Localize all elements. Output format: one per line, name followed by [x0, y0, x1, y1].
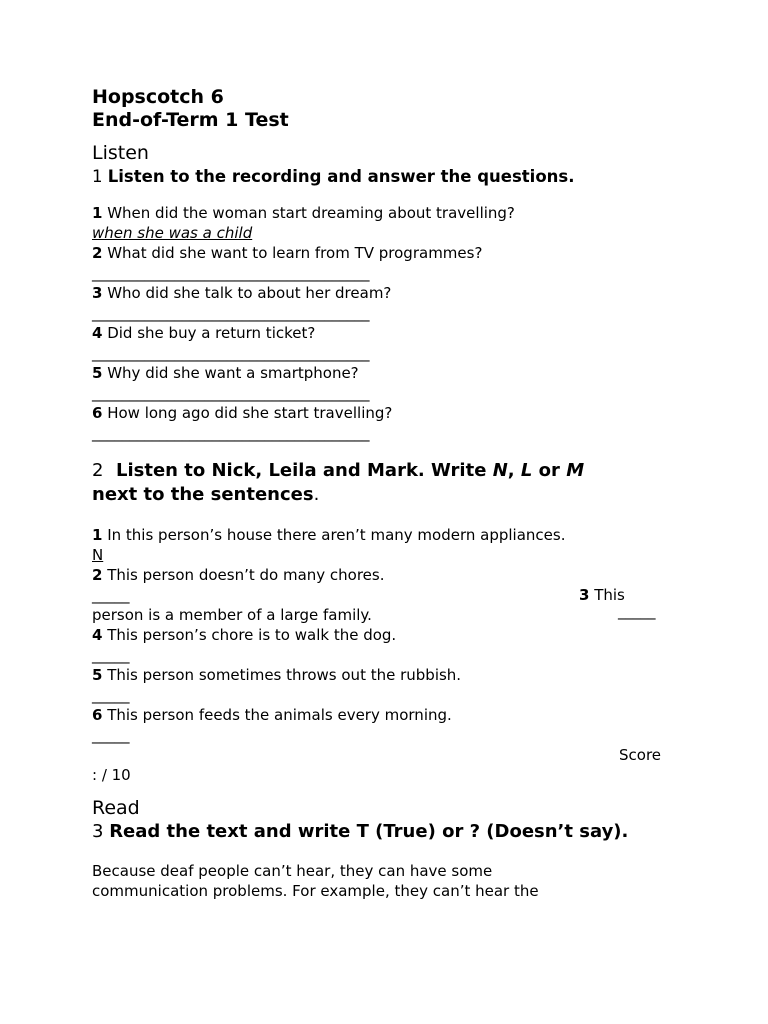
task-1-text: Listen to the recording and answer the questions. [107, 167, 575, 186]
read-heading: Read [92, 797, 140, 819]
answer-5[interactable]: _____________________________________ [92, 384, 370, 402]
score-label: Score [619, 746, 662, 764]
task-1-instruction [92, 166, 692, 188]
sentence-1: 1 In this person’s house there aren’t many modern appliances. [92, 526, 566, 544]
score-value: : / 10 [92, 766, 131, 784]
task-1-number: 1 [92, 167, 103, 186]
task-3-number: 3 [92, 821, 104, 842]
document-title [92, 86, 692, 132]
question-3: 3 Who did she talk to about her dream? [92, 284, 392, 302]
question-6: 6 How long ago did she start travelling? [92, 404, 393, 422]
sentence-5: 5 This person sometimes throws out the rubbish. [92, 666, 462, 684]
answer-6[interactable]: _____________________________________ [92, 424, 370, 442]
answer-4[interactable]: _____________________________________ [92, 344, 370, 362]
question-4: 4 Did she buy a return ticket? [92, 324, 316, 342]
sentence-4-answer[interactable]: _____ [92, 646, 130, 664]
answer-1[interactable]: when she was a child [92, 224, 253, 242]
sentence-6-answer[interactable]: _____ [92, 726, 130, 744]
title-line-2: End-of-Term 1 Test [92, 109, 289, 131]
sentence-3: person is a member of a large family. _____ [92, 602, 656, 624]
question-1: 1 When did the woman start dreaming about travelling? [92, 204, 515, 222]
answer-2[interactable]: _____________________________________ [92, 264, 370, 282]
sentence-4: 4 This person’s chore is to walk the dog. [92, 626, 397, 644]
score-row [92, 745, 692, 765]
task-3-text: Read the text and write T (True) or ? (Doesn’t say). [109, 821, 629, 842]
worksheet [92, 86, 692, 901]
sentence-2-answer[interactable]: _____ [92, 586, 130, 604]
task-1-questions [92, 203, 692, 443]
task-2-instruction: 2 Listen to Nick, Leila and Mark. Write N, L or M next to the sentences. [92, 460, 585, 505]
sentence-3-start: 3 This [579, 586, 625, 604]
sentence-1-answer[interactable]: N [92, 546, 104, 564]
listen-heading: Listen [92, 142, 149, 164]
task-3-paragraph: Because deaf people can’t hear, they can have some communication problems. For example, they can’t hear the [92, 862, 539, 900]
sentence-6: 6 This person feeds the animals every morning. [92, 706, 452, 724]
task-2-sentences [92, 525, 692, 785]
task-2-number: 2 [92, 460, 104, 481]
title-line-1: Hopscotch 6 [92, 86, 224, 108]
task-3-instruction [92, 820, 692, 844]
sentence-5-answer[interactable]: _____ [92, 686, 130, 704]
sentence-2: 2 This person doesn’t do many chores. [92, 566, 385, 584]
sentence-2-answer-row [92, 585, 692, 605]
question-5: 5 Why did she want a smartphone? [92, 364, 359, 382]
question-2: 2 What did she want to learn from TV programmes? [92, 244, 483, 262]
answer-3[interactable]: _____________________________________ [92, 304, 370, 322]
sentence-3-answer[interactable]: _____ [618, 602, 656, 620]
